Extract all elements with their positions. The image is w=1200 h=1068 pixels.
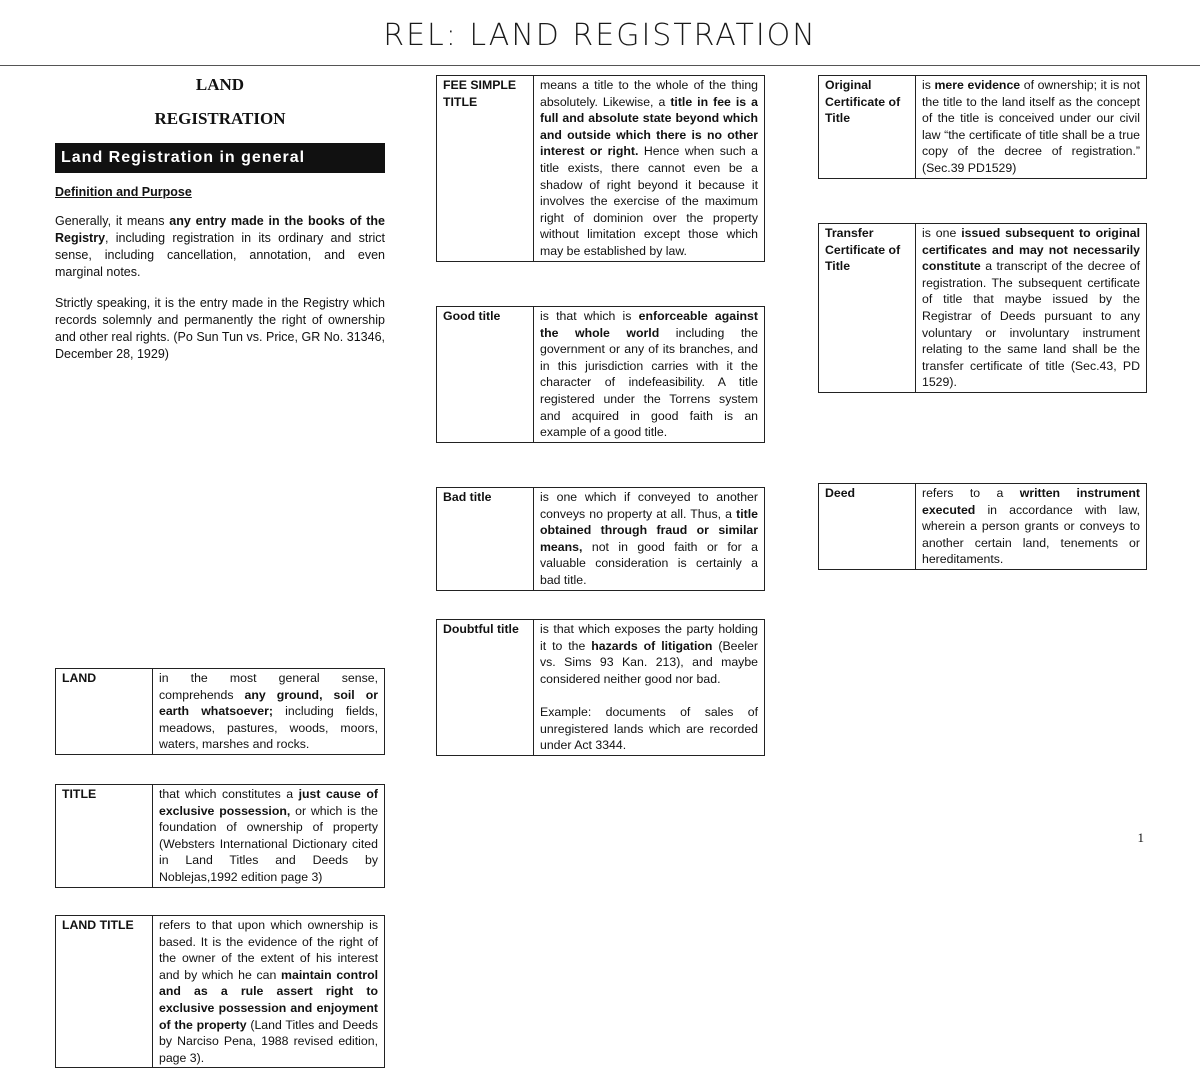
definition-term: Deed [819, 484, 916, 570]
definition-text-part: (Land Titles and Deeds by Narciso Pena, 1988 revised edition, page 3). [159, 1017, 378, 1065]
definition-term: LAND [56, 669, 153, 755]
definition-example: Example: documents of sales of unregistered lands which are recorded under Act 3344. [540, 704, 758, 753]
definition-text-part: is one which if conveyed to another conveys no property at all. Thus, a [540, 490, 758, 521]
definition-text [534, 488, 765, 591]
definition-text-part: title in fee is a full and absolute state beyond which and outside which there is no other interest or right. [540, 94, 758, 159]
definition-text [916, 76, 1147, 179]
definition-row [56, 785, 385, 888]
definition-text-part: not in good faith or for a valuable consideration is certainly a bad title. [540, 539, 758, 587]
doc-title-line2: REGISTRATION [154, 109, 286, 128]
definition-text-part: refers to a [922, 486, 1020, 500]
definition-text [534, 307, 765, 443]
definition-text [916, 484, 1147, 570]
definition-text [153, 785, 385, 888]
definition-text-part: is that which exposes the party holding it to the [540, 622, 758, 653]
definition-text-part: in the most general sense, comprehends [159, 671, 378, 702]
definition-text [534, 620, 765, 756]
definition-text-part: hazards of litigation [591, 638, 713, 653]
definition-row [56, 916, 385, 1068]
definition-term: Original Certificate of Title [819, 76, 916, 179]
definition-table [55, 915, 385, 1068]
definition-text-part: enforceable against the whole world [540, 309, 758, 340]
paragraph-1-part: any entry made in the books of the Registry [55, 214, 385, 245]
section-heading: Land Registration in general [55, 143, 385, 173]
definition-row [819, 224, 1147, 393]
definition-text-part: of ownership; it is not the title to the land itself as the concept of the title is conceived under our civil law “the certificate of title shall be a true copy of the decree of registration.” (Sec.39 PD1529) [922, 78, 1140, 175]
definition-text-part: a transcript of the decree of registration. The subsequent certificate of title that maybe issued by the Registrar of Deeds pursuant to any voluntary or involuntary instrument relating to the same land shall be the transfer certificate of title (Sec.43, PD 1529). [922, 259, 1140, 390]
definition-text-part: including the government or any of its branches, and in this jurisdiction carries with it the character of indefeasibility. A title registered under the Torrens system and acquired in good faith is an example of a good title. [540, 325, 758, 440]
definition-text [916, 224, 1147, 393]
definition-text-part: refers to that upon which ownership is based. It is the evidence of the right of the owner of the extent of his interest and by which he can [159, 918, 378, 982]
definition-text-part: mere evidence [934, 78, 1021, 92]
definition-text-part: title obtained through fraud or similar means, [540, 506, 758, 554]
definition-term: LAND TITLE [56, 916, 153, 1068]
definition-row [437, 307, 765, 443]
definition-term: FEE SIMPLE TITLE [437, 76, 534, 262]
doc-title [55, 75, 385, 143]
definition-row [437, 488, 765, 591]
definition-text-part: is that which is [540, 309, 639, 323]
definition-text-part: in accordance with law, wherein a person grants or conveys to another certain land, tenements or hereditaments. [922, 502, 1140, 567]
definition-text-part: means a title to the whole of the thing absolutely. Likewise, a [540, 78, 758, 109]
paragraph-2 [55, 295, 385, 363]
page-header: REL: LAND REGISTRATION [383, 18, 817, 53]
definition-text-part: written instrument executed [922, 486, 1140, 517]
doc-title-line1: LAND [195, 75, 245, 94]
definition-row [56, 669, 385, 755]
paragraph-2-part: Strictly speaking, it is the entry made in the Registry which records solemnly and permanently the right of ownership and other real rights. (Po Sun Tun vs. Price, GR No. 31346, December 28, 1929) [55, 296, 385, 361]
definition-row [437, 620, 765, 756]
header-divider [0, 65, 1200, 66]
definition-text-part: Hence when such a title exists, there cannot even be a shadow of right beyond it because it involves the exercise of the maximum right of dominion over the property without limitation except those which may be established by law. [540, 144, 758, 258]
definition-text [153, 669, 385, 755]
definition-text-part: any ground, soil or earth whatsoever; [159, 687, 378, 719]
definition-text-part: just cause of exclusive possession, [159, 787, 378, 818]
definition-table [436, 306, 765, 443]
definition-table [436, 487, 765, 591]
definition-text-part: maintain control and as a rule assert right to exclusive possession and enjoyment of the property [159, 967, 378, 1032]
column-1 [55, 75, 385, 1065]
definition-text-part: that which constitutes a [159, 787, 299, 801]
definition-text-part: or which is the foundation of ownership of property (Websters International Dictionary cited in Land Titles and Deeds by Noblejas,1992 edition page 3) [159, 803, 378, 884]
definition-table [55, 668, 385, 755]
paragraph-1 [55, 213, 385, 281]
definition-term: TITLE [56, 785, 153, 888]
definition-table [436, 619, 765, 756]
paragraph-1-part: Generally, it means [55, 214, 170, 228]
definition-text-part: is [922, 78, 935, 92]
definition-text-part: (Beeler vs. Sims 93 Kan. 213), and maybe considered neither good nor bad. [540, 638, 758, 686]
definition-term: Doubtful title [437, 620, 534, 756]
definition-term: Bad title [437, 488, 534, 591]
page-number: 1 [1137, 830, 1144, 845]
definition-term: Transfer Certificate of Title [819, 224, 916, 393]
definition-row [819, 484, 1147, 570]
definition-text-part: issued subsequent to original certificates and may not necessarily constitute [922, 226, 1140, 274]
definition-row [819, 76, 1147, 179]
definition-table [818, 483, 1147, 570]
definition-text [534, 76, 765, 262]
definition-table [55, 784, 385, 888]
definition-term: Good title [437, 307, 534, 443]
definition-text [153, 916, 385, 1068]
definition-text-part: is one [922, 226, 962, 240]
definition-row [437, 76, 765, 262]
definition-table [436, 75, 765, 262]
definition-table [818, 75, 1147, 179]
definition-text-part: including fields, meadows, pastures, woods, moors, waters, marshes and rocks. [159, 704, 378, 752]
paragraph-1-part: , including registration in its ordinary and strict sense, including cancellation, annotation, and even marginal notes. [55, 231, 385, 279]
subheading: Definition and Purpose [55, 185, 192, 199]
definition-table [818, 223, 1147, 393]
